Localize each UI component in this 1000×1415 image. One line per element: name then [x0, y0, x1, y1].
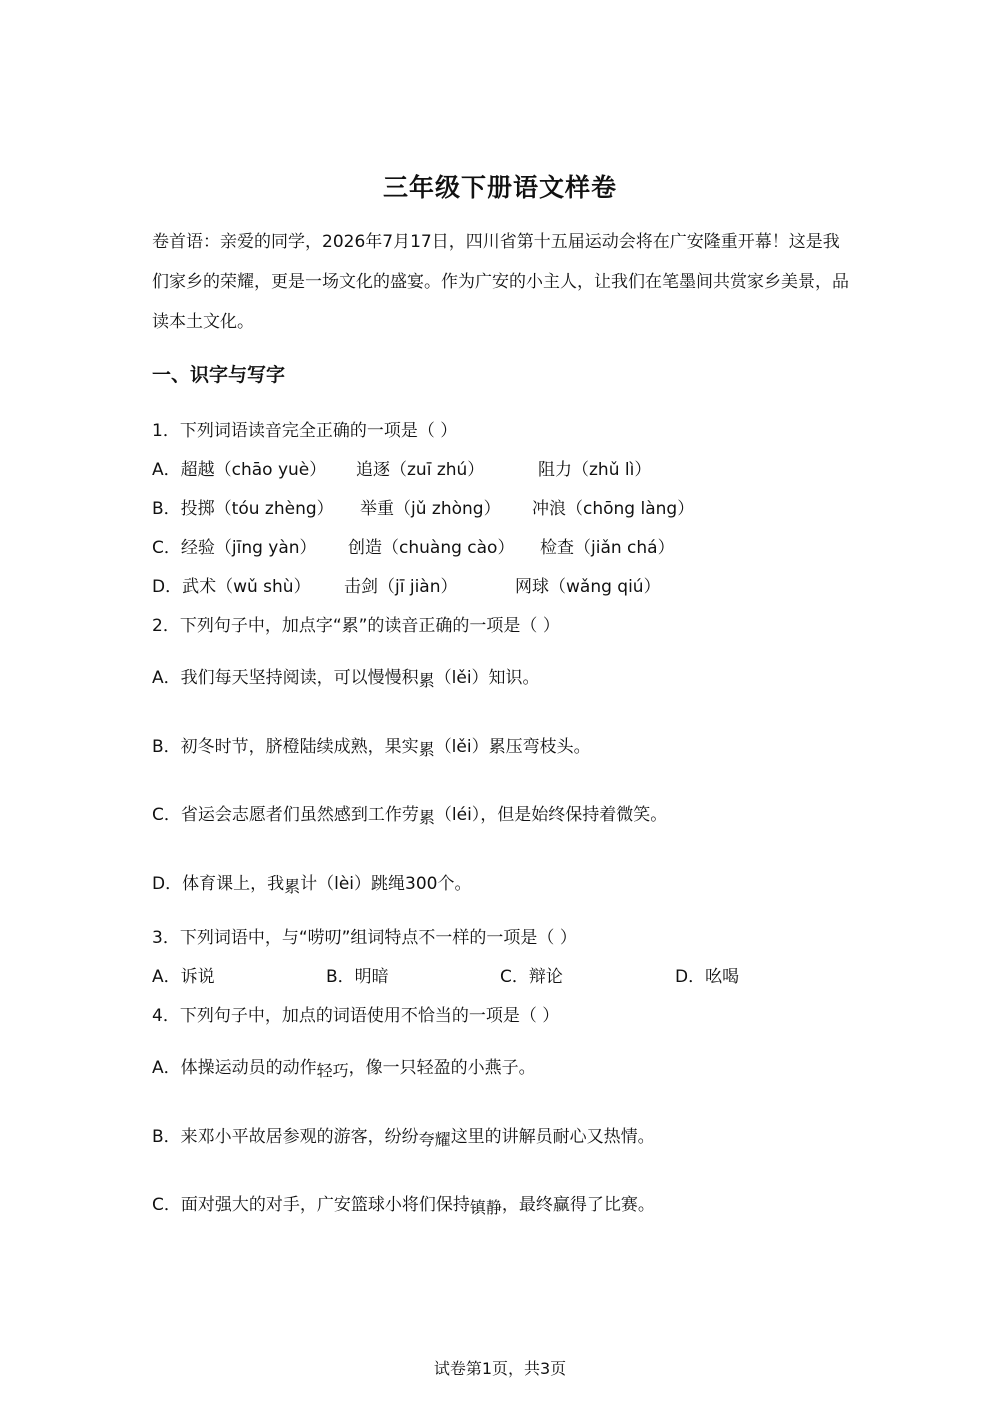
option-text: 计（lèi）跳绳300个。: [300, 874, 472, 894]
option-text: D．体育课上，我: [152, 874, 285, 894]
dotted-character: 累: [418, 740, 435, 759]
q4-option-a: [152, 1053, 536, 1078]
option-text: C．面对强大的对手，广安篮球小将们保持: [152, 1195, 470, 1215]
q1-option-b-3: 冲浪（chōng làng）: [532, 499, 695, 519]
q2-option-c: [152, 800, 667, 825]
q2-option-a: [152, 663, 540, 688]
q2-option-b: [152, 732, 591, 757]
dotted-word: 轻巧: [316, 1061, 349, 1080]
q1-option-c-1: C．经验（jīng yàn）: [152, 538, 317, 558]
dotted-character: 累: [418, 808, 435, 827]
option-text: B．来邓小平故居参观的游客，纷纷: [152, 1127, 419, 1147]
question-2-stem: 2．下列句子中，加点字“累”的读音正确的一项是（ ）: [152, 616, 560, 636]
q3-option-b: B．明暗: [326, 967, 389, 987]
section-heading: 一、识字与写字: [152, 364, 286, 386]
option-text: C．省运会志愿者们虽然感到工作劳: [152, 805, 419, 825]
option-text: ，像一只轻盈的小燕子。: [348, 1058, 536, 1078]
q1-option-a-2: 追逐（zuī zhú）: [356, 460, 485, 480]
option-text: （léi），但是始终保持着微笑。: [434, 805, 668, 825]
page-title: 三年级下册语文样卷: [382, 173, 617, 202]
q1-option-d-2: 击剑（jī jiàn）: [344, 577, 458, 597]
option-text: A．体操运动员的动作: [152, 1058, 317, 1078]
dotted-character: 累: [418, 671, 435, 690]
option-text: A．我们每天坚持阅读，可以慢慢积: [152, 668, 419, 688]
option-text: 这里的讲解员耐心又热情。: [450, 1127, 655, 1147]
q1-option-a-3: 阻力（zhǔ lì）: [538, 460, 652, 480]
question-4-stem: 4．下列句子中，加点的词语使用不恰当的一项是（ ）: [152, 1006, 560, 1026]
q1-option-c-3: 检查（jiǎn chá）: [540, 538, 675, 558]
q1-option-b-1: B．投掷（tóu zhèng）: [152, 499, 334, 519]
dotted-word: 夸耀: [418, 1130, 451, 1149]
q4-option-b: [152, 1122, 655, 1147]
q4-option-c: [152, 1190, 655, 1215]
q1-option-d-1: D．武术（wǔ shù）: [152, 577, 311, 597]
q3-option-c: C．辩论: [500, 967, 563, 987]
foreword-paragraph: 卷首语：亲爱的同学，2026年7月17日，四川省第十五届运动会将在广安隆重开幕！这是我们家乡的荣耀，更是一场文化的盛宴。作为广安的小主人，让我们在笔墨间共赏家乡美景，品读本土文化。: [152, 232, 849, 332]
q3-option-d: D．吆喝: [675, 967, 740, 987]
question-1-stem: 1．下列词语读音完全正确的一项是（ ）: [152, 421, 458, 441]
dotted-character: 累: [284, 877, 301, 896]
q3-option-a: A．诉说: [152, 967, 215, 987]
q2-option-d: [152, 869, 471, 894]
dotted-word: 镇静: [469, 1198, 502, 1217]
q1-option-d-3: 网球（wǎng qiú）: [515, 577, 661, 597]
question-3-stem: 3．下列词语中，与“唠叨”组词特点不一样的一项是（ ）: [152, 928, 577, 948]
q1-option-c-2: 创造（chuàng cào）: [348, 538, 515, 558]
option-text: B．初冬时节，脐橙陆续成熟，果实: [152, 737, 419, 757]
page-footer: 试卷第1页，共3页: [433, 1359, 567, 1378]
option-text: （lěi）累压弯枝头。: [434, 737, 591, 757]
q1-option-a-1: A．超越（chāo yuè）: [152, 460, 327, 480]
option-text: ，最终赢得了比赛。: [501, 1195, 655, 1215]
q1-option-b-2: 举重（jǔ zhòng）: [360, 499, 501, 519]
option-text: （lěi）知识。: [434, 668, 540, 688]
